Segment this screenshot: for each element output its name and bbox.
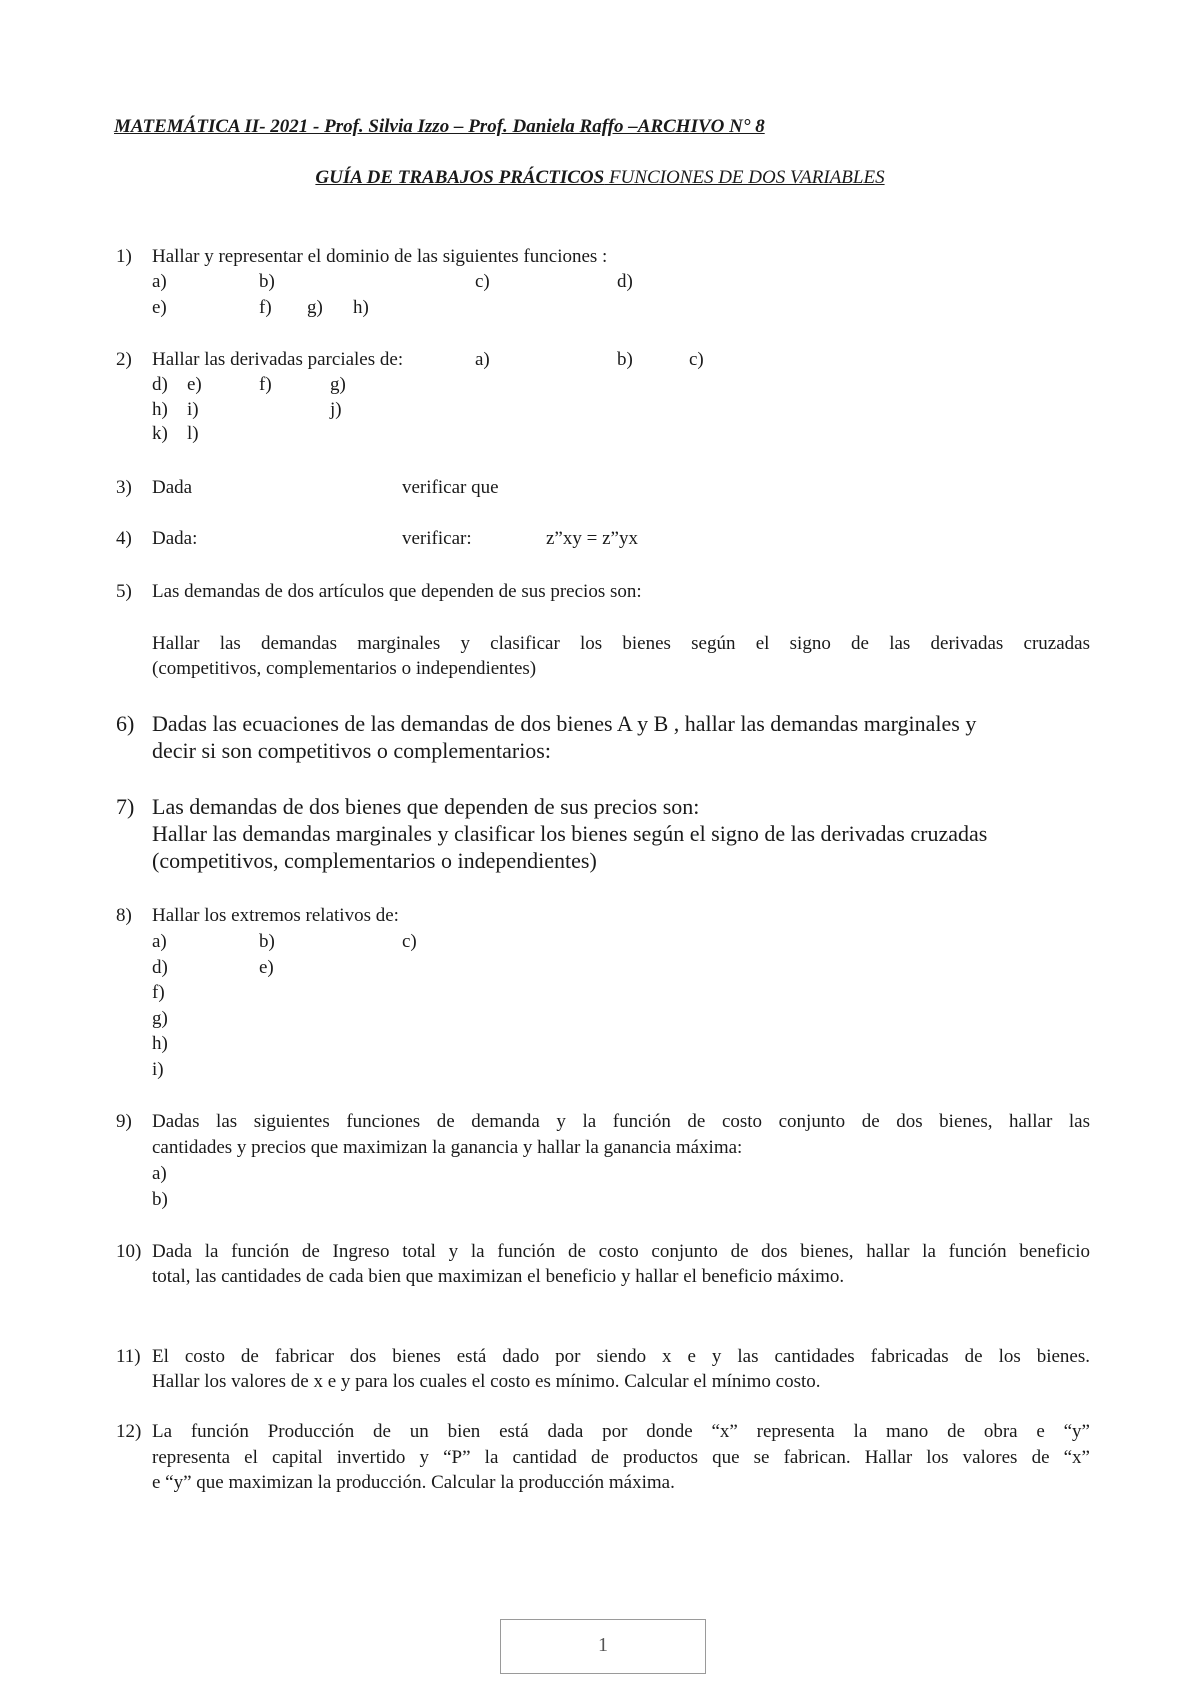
q7-number: 7) bbox=[116, 794, 135, 819]
q12-line3: e “y” que maximizan la producción. Calcular la producción máxima. bbox=[152, 1472, 675, 1493]
q4-equation: z”xy = z”yx bbox=[546, 528, 638, 549]
q2-item-g: g) bbox=[330, 374, 346, 395]
q1-item-d: d) bbox=[617, 271, 633, 292]
q9-item-a: a) bbox=[152, 1163, 167, 1184]
q1-number: 1) bbox=[116, 246, 132, 267]
q6-line2: decir si son competitivos o complementarios: bbox=[152, 738, 551, 763]
q1-text: Hallar y representar el dominio de las siguientes funciones : bbox=[152, 246, 608, 267]
q5-text: Las demandas de dos artículos que dependen de sus precios son: bbox=[152, 581, 642, 602]
q2-item-h: h) bbox=[152, 399, 168, 420]
q12-line1: La función Producción de un bien está dada por donde “x” representa la mano de obra e “y” bbox=[152, 1421, 1090, 1442]
q8-item-g: g) bbox=[152, 1008, 168, 1029]
q1-item-g: g) bbox=[307, 297, 323, 318]
q1-item-a: a) bbox=[152, 271, 167, 292]
subtitle-bold: GUÍA DE TRABAJOS PRÁCTICOS bbox=[315, 167, 605, 188]
q11-line1: El costo de fabricar dos bienes está dado por siendo x e y las cantidades fabricadas de los bienes. bbox=[152, 1346, 1090, 1367]
q8-item-i: i) bbox=[152, 1059, 164, 1080]
q2-item-j: j) bbox=[330, 399, 342, 420]
q8-item-d: d) bbox=[152, 957, 168, 978]
q6-line1: Dadas las ecuaciones de las demandas de dos bienes A y B , hallar las demandas marginales y bbox=[152, 711, 977, 736]
q2-item-c: c) bbox=[689, 349, 704, 370]
q2-item-a: a) bbox=[475, 349, 490, 370]
q2-item-i: i) bbox=[187, 399, 199, 420]
q11-line2: Hallar los valores de x e y para los cuales el costo es mínimo. Calcular el mínimo costo. bbox=[152, 1371, 821, 1392]
q7-line2: Hallar las demandas marginales y clasificar los bienes según el signo de las derivadas cruzadas bbox=[152, 821, 988, 846]
q1-item-c: c) bbox=[475, 271, 490, 292]
q10-line1: Dada la función de Ingreso total y la función de costo conjunto de dos bienes, hallar la función beneficio bbox=[152, 1241, 1090, 1262]
q1-item-e: e) bbox=[152, 297, 167, 318]
q1-item-h: h) bbox=[353, 297, 369, 318]
q5-number: 5) bbox=[116, 581, 132, 602]
q11-number: 11) bbox=[116, 1346, 141, 1367]
q8-item-a: a) bbox=[152, 931, 167, 952]
q1-item-f: f) bbox=[259, 297, 272, 318]
q4-text: Dada: bbox=[152, 528, 198, 549]
q2-item-e: e) bbox=[187, 374, 202, 395]
q2-item-d: d) bbox=[152, 374, 168, 395]
q2-item-f: f) bbox=[259, 374, 272, 395]
q3-verify: verificar que bbox=[402, 477, 499, 498]
q9-item-b: b) bbox=[152, 1189, 168, 1210]
q8-number: 8) bbox=[116, 905, 132, 926]
q7-line1: Las demandas de dos bienes que dependen de sus precios son: bbox=[152, 794, 700, 819]
q8-item-f: f) bbox=[152, 982, 165, 1003]
q7-line3: (competitivos, complementarios o independientes) bbox=[152, 848, 597, 873]
q4-verify: verificar: bbox=[402, 528, 472, 549]
q8-item-e: e) bbox=[259, 957, 274, 978]
document-header: MATEMÁTICA II- 2021 - Prof. Silvia Izzo – Prof. Daniela Raffo –ARCHIVO N° 8 bbox=[114, 116, 765, 137]
q9-line1: Dadas las siguientes funciones de demanda y la función de costo conjunto de dos bienes, hallar las bbox=[152, 1111, 1090, 1132]
page-number: 1 bbox=[500, 1619, 706, 1674]
q3-text: Dada bbox=[152, 477, 193, 498]
q8-item-b: b) bbox=[259, 931, 275, 952]
q1-item-b: b) bbox=[259, 271, 275, 292]
q2-item-k: k) bbox=[152, 423, 168, 444]
q10-line2: total, las cantidades de cada bien que maximizan el beneficio y hallar el beneficio máximo. bbox=[152, 1266, 845, 1287]
q2-item-b: b) bbox=[617, 349, 633, 370]
q3-number: 3) bbox=[116, 477, 132, 498]
q8-item-c: c) bbox=[402, 931, 417, 952]
q10-number: 10) bbox=[116, 1241, 142, 1262]
q2-text: Hallar las derivadas parciales de: bbox=[152, 349, 404, 370]
document-subtitle bbox=[0, 167, 1200, 189]
q9-line2: cantidades y precios que maximizan la ganancia y hallar la ganancia máxima: bbox=[152, 1137, 743, 1158]
q8-text: Hallar los extremos relativos de: bbox=[152, 905, 399, 926]
subtitle-rest: FUNCIONES DE DOS VARIABLES bbox=[604, 167, 885, 188]
q4-number: 4) bbox=[116, 528, 132, 549]
q5-line2: Hallar las demandas marginales y clasificar los bienes según el signo de las derivadas cruzadas bbox=[152, 633, 1090, 654]
q12-number: 12) bbox=[116, 1421, 142, 1442]
q9-number: 9) bbox=[116, 1111, 132, 1132]
q5-line3: (competitivos, complementarios o independientes) bbox=[152, 658, 537, 679]
q2-item-l: l) bbox=[187, 423, 199, 444]
q6-number: 6) bbox=[116, 711, 135, 736]
q2-number: 2) bbox=[116, 349, 132, 370]
q12-line2: representa el capital invertido y “P” la cantidad de productos que se fabrican. Hallar los valores de “x” bbox=[152, 1447, 1090, 1468]
q8-item-h: h) bbox=[152, 1033, 168, 1054]
